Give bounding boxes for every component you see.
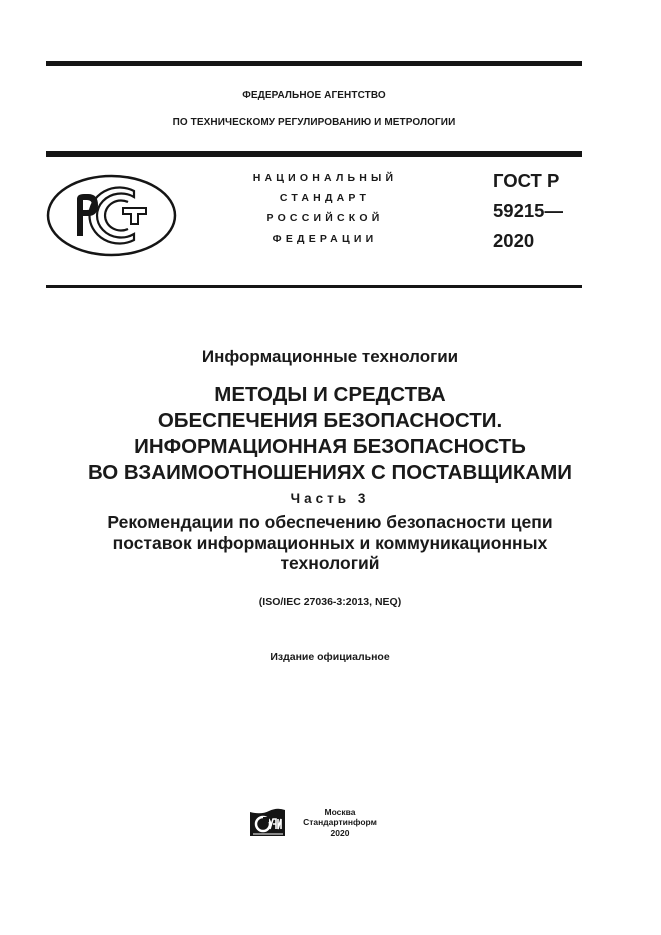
topic-heading: Информационные технологии: [201, 347, 459, 366]
iso-reference: (ISO/IEC 27036-3:2013, NEQ): [258, 596, 402, 608]
subtitle-line: технологий: [280, 553, 380, 573]
document-subtitle: [40, 512, 620, 574]
gost-rst-logo-icon: [46, 174, 177, 257]
header-rule: [46, 151, 582, 157]
standard-code-line: 59215—: [493, 200, 563, 221]
agency-name-line-1: ФЕДЕРАЛЬНОЕ АГЕНТСТВО: [242, 90, 386, 101]
top-rule: [46, 61, 582, 66]
national-standard-line: РОССИЙСКОЙ: [266, 212, 384, 224]
national-standard-line: НАЦИОНАЛЬНЫЙ: [252, 172, 398, 184]
part-label: Часть 3: [290, 491, 370, 506]
title-line: МЕТОДЫ И СРЕДСТВА: [214, 383, 446, 406]
title-line: ВО ВЗАИМООТНОШЕНИЯХ С ПОСТАВЩИКАМИ: [87, 461, 573, 484]
document-title: [40, 382, 620, 486]
publisher-city: Москва: [324, 807, 356, 817]
subtitle-line: Рекомендации по обеспечению безопасности цепи: [107, 512, 553, 532]
standartinform-logo-icon: [249, 807, 286, 838]
national-standard-line: СТАНДАРТ: [279, 192, 371, 204]
subtitle-line: поставок информационных и коммуникационных: [112, 532, 548, 553]
edition-label: Издание официальное: [270, 651, 390, 663]
publisher-name: Стандартинформ: [303, 817, 377, 827]
standard-block-rule: [46, 285, 582, 288]
title-line: ОБЕСПЕЧЕНИЯ БЕЗОПАСНОСТИ.: [157, 409, 503, 432]
national-standard-line: ФЕДЕРАЦИИ: [272, 233, 378, 245]
standard-code-line: ГОСТ Р: [493, 170, 560, 191]
agency-name-line-2: ПО ТЕХНИЧЕСКОМУ РЕГУЛИРОВАНИЮ И МЕТРОЛОГИИ: [172, 117, 456, 128]
title-line: ИНФОРМАЦИОННАЯ БЕЗОПАСНОСТЬ: [134, 435, 526, 458]
standard-code-line: 2020: [493, 230, 535, 251]
publisher-year: 2020: [330, 828, 350, 838]
